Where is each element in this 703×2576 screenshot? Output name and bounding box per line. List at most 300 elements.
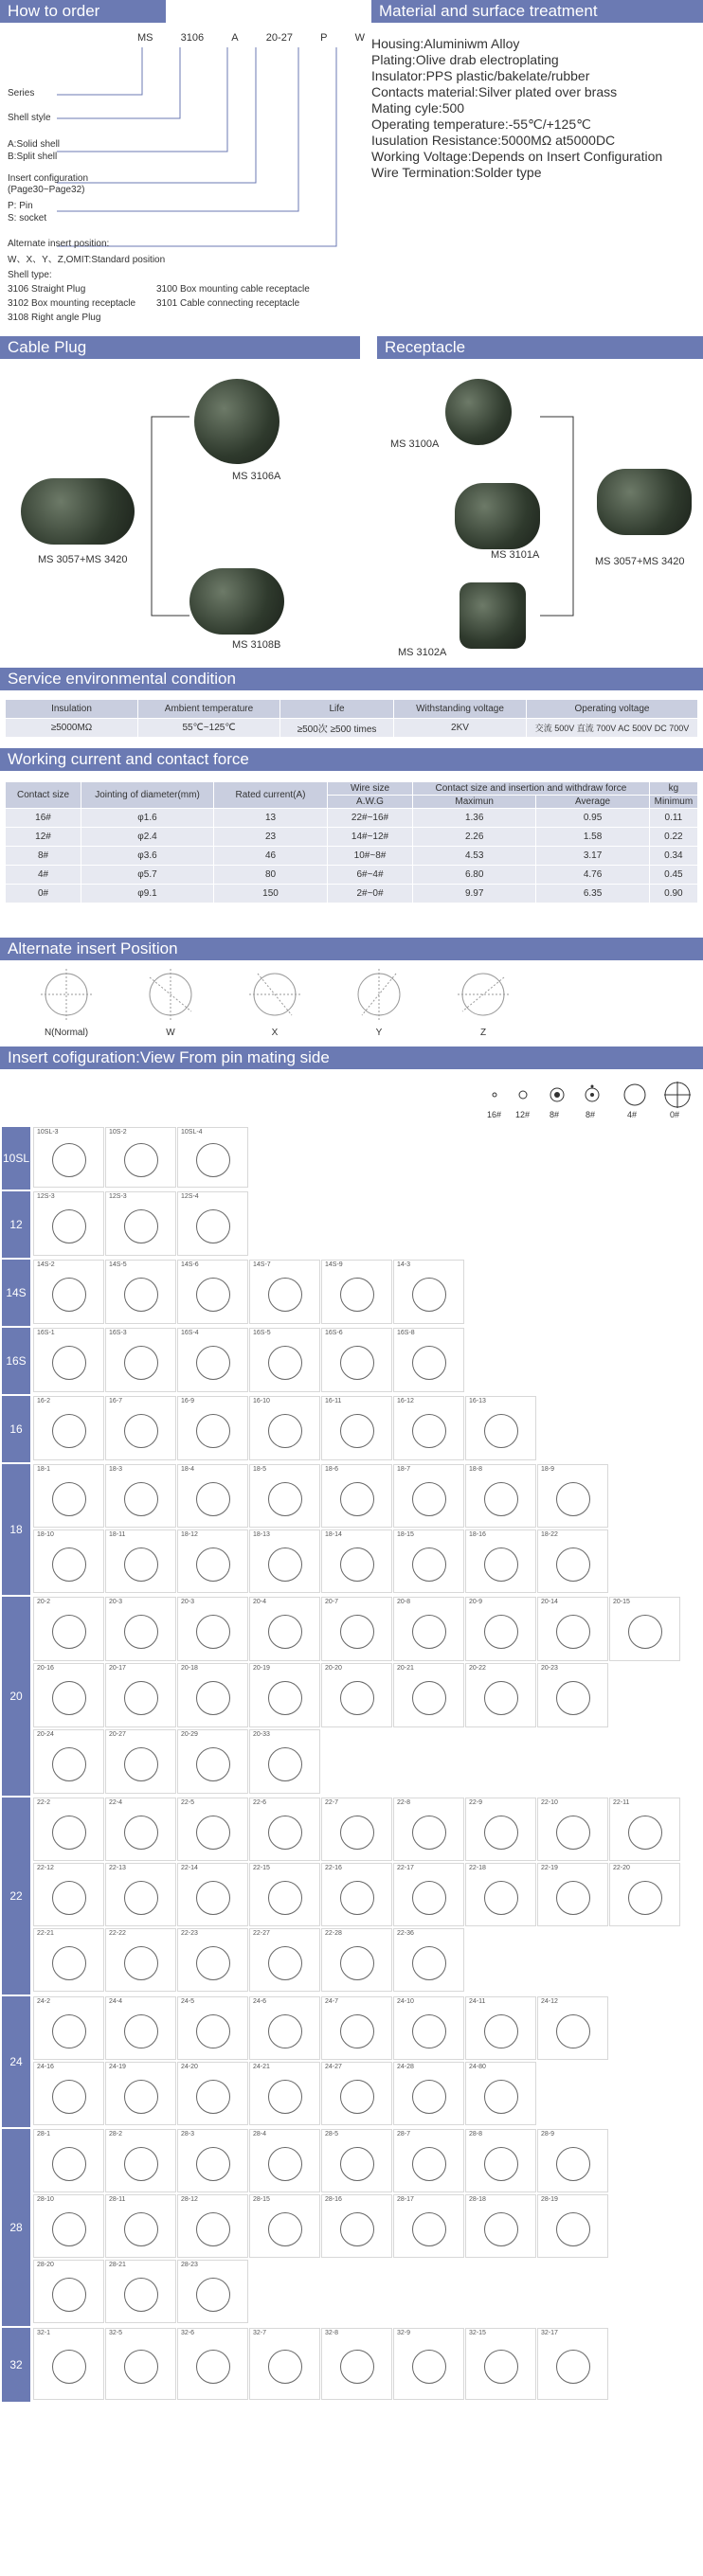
insert-cell — [321, 1863, 392, 1926]
insert-face-icon — [124, 1946, 158, 1980]
insert-code: 22-19 — [541, 1865, 558, 1871]
insert-code: 16-9 — [181, 1398, 195, 1404]
insert-cell — [249, 1996, 320, 2060]
alt-x-label: X — [271, 1028, 279, 1038]
insert-code: 28-3 — [181, 2131, 195, 2138]
insert-cell — [33, 1663, 104, 1727]
insert-cell — [33, 2328, 104, 2400]
order-shell-a: A:Solid shell — [8, 139, 61, 150]
insert-code: 32-7 — [253, 2330, 267, 2336]
current-cell: 46 — [214, 847, 328, 866]
insert-face-icon — [196, 1209, 230, 1243]
insert-face-icon — [340, 2014, 374, 2048]
rec-3102a-image — [460, 582, 526, 649]
insert-face-icon — [196, 1681, 230, 1715]
insert-cell — [465, 2194, 536, 2258]
insert-cell — [249, 1597, 320, 1661]
current-cell: 0.95 — [536, 809, 649, 828]
insert-code: 24-27 — [325, 2064, 342, 2070]
insert-cell — [321, 2062, 392, 2125]
insert-code: 16S-3 — [109, 1330, 127, 1336]
service-bar: Service environmental condition — [0, 668, 703, 690]
current-row — [6, 828, 698, 847]
insert-code: 14S-2 — [37, 1261, 55, 1268]
insert-group-label: 28 — [2, 2129, 30, 2326]
alternate-bar: Alternate insert Position — [0, 938, 703, 960]
insert-cell — [33, 1328, 104, 1392]
insert-code: 20-17 — [109, 1665, 126, 1672]
rec-3100a-label: MS 3100A — [390, 438, 440, 450]
model-part-p: P — [320, 32, 328, 44]
insert-cell — [465, 1798, 536, 1861]
insert-cell — [393, 1464, 464, 1528]
insert-code: 18-6 — [325, 1466, 339, 1473]
insert-cell — [177, 1863, 248, 1926]
insert-face-icon — [412, 1615, 446, 1649]
insert-cell — [249, 1928, 320, 1992]
current-cell: φ5.7 — [81, 866, 214, 885]
insert-face-icon — [124, 1143, 158, 1177]
order-st-3102: 3102 Box mounting receptacle — [8, 298, 136, 309]
insert-face-icon — [196, 2212, 230, 2246]
insert-cell — [321, 1464, 392, 1528]
insert-cell — [321, 1597, 392, 1661]
insert-cell — [105, 2260, 176, 2323]
insert-code: 16S-8 — [397, 1330, 415, 1336]
current-row — [6, 885, 698, 903]
order-socket: S: socket — [8, 213, 47, 224]
insert-cell — [33, 1260, 104, 1324]
insert-cell — [249, 1663, 320, 1727]
cable-plug-bar: Cable Plug — [0, 336, 360, 359]
insert-face-icon — [484, 2014, 518, 2048]
order-pin: P: Pin — [8, 201, 33, 211]
insert-face-icon — [556, 1482, 590, 1516]
insert-cell — [177, 1729, 248, 1794]
insert-cell — [33, 2194, 104, 2258]
order-st-3101: 3101 Cable connecting receptacle — [156, 298, 300, 309]
plug-3108b-label: MS 3108B — [232, 639, 281, 651]
order-series: Series — [8, 88, 35, 98]
service-table — [5, 699, 698, 738]
insert-cell — [321, 1260, 392, 1324]
insert-cell — [249, 1729, 320, 1794]
insert-face-icon — [268, 2147, 302, 2181]
insert-code: 18-11 — [109, 1531, 126, 1538]
current-header: Wire size — [328, 782, 413, 796]
order-st-3108: 3108 Right angle Plug — [8, 313, 101, 323]
plug-3057-label: MS 3057+MS 3420 — [38, 554, 128, 565]
insert-cell — [249, 1396, 320, 1460]
insert-face-icon — [124, 1747, 158, 1781]
insert-code: 18-12 — [181, 1531, 198, 1538]
insert-cell — [105, 1597, 176, 1661]
insert-face-icon — [52, 1615, 86, 1649]
insert-cell — [609, 1597, 680, 1661]
insert-cell — [321, 2194, 392, 2258]
insert-face-icon — [196, 2147, 230, 2181]
insert-code: 14S-6 — [181, 1261, 199, 1268]
service-header: Life — [280, 700, 394, 719]
insert-code: 18-3 — [109, 1466, 123, 1473]
insert-face-icon — [340, 1414, 374, 1448]
alt-z-label: Z — [479, 1028, 487, 1038]
insert-code: 24-5 — [181, 1998, 195, 2005]
insert-code: 20-29 — [181, 1731, 198, 1738]
plug-3106a-image — [194, 379, 279, 464]
insert-cell — [321, 2328, 392, 2400]
insert-code: 22-5 — [181, 1799, 195, 1806]
insert-code: 16-10 — [253, 1398, 270, 1404]
insert-face-icon — [124, 1547, 158, 1582]
insert-face-icon — [484, 2147, 518, 2181]
current-cell: 6.35 — [536, 885, 649, 903]
insert-face-icon — [124, 2080, 158, 2114]
current-cell: 1.36 — [413, 809, 536, 828]
insert-face-icon — [412, 1482, 446, 1516]
service-value: ≥500次 ≥500 times — [280, 719, 394, 738]
insert-cell — [177, 1798, 248, 1861]
current-cell: 12# — [6, 828, 81, 847]
insert-face-icon — [412, 2212, 446, 2246]
insert-group-label: 18 — [2, 1464, 30, 1595]
insert-code: 28-5 — [325, 2131, 339, 2138]
order-insert-cfg: Insert configuration — [8, 173, 89, 184]
insert-code: 22-12 — [37, 1865, 54, 1871]
insert-cell — [33, 1127, 104, 1188]
insert-code: 12S-3 — [37, 1193, 55, 1200]
insert-face-icon — [124, 1414, 158, 1448]
insert-cell — [33, 1798, 104, 1861]
insert-cell — [393, 1928, 464, 1992]
rec-3057-image — [597, 469, 692, 535]
legend-12: 12# — [515, 1110, 531, 1119]
insert-cell — [177, 2328, 248, 2400]
alt-n-label: N(Normal) — [44, 1028, 89, 1038]
insert-code: 28-18 — [469, 2196, 486, 2203]
insert-cell — [177, 1396, 248, 1460]
insert-code: 18-5 — [253, 1466, 267, 1473]
current-cell: 0.34 — [649, 847, 697, 866]
insert-face-icon — [196, 2080, 230, 2114]
current-cell: 6#~4# — [328, 866, 413, 885]
insert-cell — [177, 1996, 248, 2060]
insert-cell — [177, 1530, 248, 1593]
insert-face-icon — [268, 2350, 302, 2384]
current-cell: 0.22 — [649, 828, 697, 847]
insert-cell — [105, 2328, 176, 2400]
current-cell: 10#~8# — [328, 847, 413, 866]
material-bar: Material and surface treatment — [371, 0, 703, 23]
insert-code: 18-1 — [37, 1466, 51, 1473]
insert-cell — [393, 2194, 464, 2258]
insert-face-icon — [340, 2147, 374, 2181]
insert-cell — [33, 1928, 104, 1992]
insert-face-icon — [340, 1346, 374, 1380]
insert-cell — [465, 2062, 536, 2125]
insert-face-icon — [340, 1278, 374, 1312]
insert-face-icon — [268, 2014, 302, 2048]
insert-code: 22-36 — [397, 1930, 414, 1937]
current-cell: φ9.1 — [81, 885, 214, 903]
insert-cell — [393, 2328, 464, 2400]
insert-code: 24-20 — [181, 2064, 198, 2070]
insert-face-icon — [340, 2350, 374, 2384]
insert-cell — [33, 1996, 104, 2060]
insert-face-icon — [484, 1816, 518, 1850]
insert-face-icon — [196, 1946, 230, 1980]
insert-code: 22-2 — [37, 1799, 51, 1806]
insert-cell — [249, 2328, 320, 2400]
insert-cell — [249, 1863, 320, 1926]
insert-face-icon — [412, 1278, 446, 1312]
insert-cell — [249, 1798, 320, 1861]
insert-legend — [483, 1082, 701, 1124]
insert-code: 22-18 — [469, 1865, 486, 1871]
material-line: Insulator:PPS plastic/bakelate/rubber — [371, 68, 590, 83]
insert-code: 16-12 — [397, 1398, 414, 1404]
insert-code: 28-10 — [37, 2196, 54, 2203]
insert-group-label: 16 — [2, 1396, 30, 1462]
insert-code: 22-27 — [253, 1930, 270, 1937]
insert-group-label: 24 — [2, 1996, 30, 2127]
insert-code: 20-23 — [541, 1665, 558, 1672]
insert-code: 12S-4 — [181, 1193, 199, 1200]
current-header: kg — [649, 782, 697, 796]
insert-face-icon — [196, 1747, 230, 1781]
current-subheader: Average — [536, 796, 649, 809]
insert-face-icon — [412, 1346, 446, 1380]
insert-code: 20-15 — [613, 1599, 630, 1605]
insert-cell — [33, 1729, 104, 1794]
insert-face-icon — [556, 2212, 590, 2246]
insert-code: 22-17 — [397, 1865, 414, 1871]
insert-code: 24-21 — [253, 2064, 270, 2070]
insert-code: 10SL-4 — [181, 1129, 203, 1136]
insert-cell — [33, 1191, 104, 1256]
current-cell: 9.97 — [413, 885, 536, 903]
insert-face-icon — [556, 1681, 590, 1715]
insert-face-icon — [52, 2278, 86, 2312]
insert-cell — [393, 1396, 464, 1460]
how-to-order-bar: How to order — [0, 0, 166, 23]
insert-cell — [33, 1597, 104, 1661]
receptacle-bar: Receptacle — [377, 336, 703, 359]
insert-cell — [393, 1328, 464, 1392]
legend-8a: 8# — [550, 1110, 560, 1119]
material-list — [371, 36, 703, 181]
insert-cell — [609, 1863, 680, 1926]
current-cell: φ2.4 — [81, 828, 214, 847]
insert-group-label: 10SL — [2, 1127, 30, 1190]
insert-code: 14S-7 — [253, 1261, 271, 1268]
insert-face-icon — [268, 1816, 302, 1850]
rec-3102a-label: MS 3102A — [398, 647, 447, 658]
current-cell: 0.45 — [649, 866, 697, 885]
insert-code: 18-16 — [469, 1531, 486, 1538]
insert-face-icon — [484, 1547, 518, 1582]
insert-cell — [249, 1464, 320, 1528]
alternate-diagrams — [28, 966, 521, 1051]
order-shell-type: Shell type: — [8, 270, 52, 280]
insert-code: 16S-1 — [37, 1330, 55, 1336]
insert-face-icon — [340, 1615, 374, 1649]
insert-cell — [465, 1863, 536, 1926]
insert-cell — [393, 1996, 464, 2060]
insert-code: 18-7 — [397, 1466, 411, 1473]
insert-code: 20-27 — [109, 1731, 126, 1738]
insert-face-icon — [628, 1615, 662, 1649]
insert-face-icon — [52, 1747, 86, 1781]
current-cell: 22#~16# — [328, 809, 413, 828]
insert-code: 10SL-3 — [37, 1129, 59, 1136]
insert-code: 28-2 — [109, 2131, 123, 2138]
insert-face-icon — [556, 2147, 590, 2181]
insert-face-icon — [340, 1881, 374, 1915]
current-cell: φ3.6 — [81, 847, 214, 866]
insert-face-icon — [124, 1346, 158, 1380]
current-cell: 23 — [214, 828, 328, 847]
service-header: Operating voltage — [527, 700, 698, 719]
insert-cell — [465, 1597, 536, 1661]
insert-code: 20-22 — [469, 1665, 486, 1672]
insert-face-icon — [124, 1816, 158, 1850]
insert-face-icon — [340, 2080, 374, 2114]
insert-face-icon — [52, 1881, 86, 1915]
insert-face-icon — [340, 1547, 374, 1582]
insert-cell — [537, 2129, 608, 2192]
plug-3057-image — [21, 478, 135, 545]
insert-grid — [0, 1127, 703, 2571]
current-header: Contact size and insertion and withdraw force — [413, 782, 650, 796]
current-cell: 13 — [214, 809, 328, 828]
insert-code: 12S-3 — [109, 1193, 127, 1200]
order-shell-b: B:Split shell — [8, 152, 58, 162]
insert-code: 28-12 — [181, 2196, 198, 2203]
insert-face-icon — [412, 1816, 446, 1850]
insert-code: 28-8 — [469, 2131, 483, 2138]
insert-face-icon — [196, 2278, 230, 2312]
insert-face-icon — [52, 2080, 86, 2114]
current-header: Contact size — [6, 782, 81, 809]
legend-0: 0# — [670, 1110, 680, 1119]
insert-code: 22-16 — [325, 1865, 342, 1871]
insert-face-icon — [124, 2014, 158, 2048]
insert-code: 24-6 — [253, 1998, 267, 2005]
insert-code: 22-22 — [109, 1930, 126, 1937]
insert-face-icon — [268, 1482, 302, 1516]
insert-face-icon — [484, 2212, 518, 2246]
insert-code: 24-16 — [37, 2064, 54, 2070]
insert-cell — [537, 1996, 608, 2060]
insert-face-icon — [484, 1881, 518, 1915]
material-line: Housing:Aluminiwm Alloy — [371, 36, 520, 51]
model-part-20-27: 20-27 — [265, 32, 293, 44]
insert-face-icon — [124, 2147, 158, 2181]
insert-cell — [249, 2062, 320, 2125]
insert-code: 28-15 — [253, 2196, 270, 2203]
insert-face-icon — [52, 2147, 86, 2181]
service-value: 交流 500V 直流 700V AC 500V DC 700V — [527, 719, 698, 738]
insert-cell — [105, 1191, 176, 1256]
insert-code: 32-6 — [181, 2330, 195, 2336]
insert-code: 10S-2 — [109, 1129, 127, 1136]
insert-code: 20-14 — [541, 1599, 558, 1605]
insert-face-icon — [124, 1482, 158, 1516]
current-cell: 2.26 — [413, 828, 536, 847]
insert-face-icon — [268, 1414, 302, 1448]
alt-w-icon — [142, 966, 199, 1023]
insert-cell — [105, 1127, 176, 1188]
insert-face-icon — [268, 1346, 302, 1380]
insert-cell — [105, 2194, 176, 2258]
plug-3106a-label: MS 3106A — [232, 471, 281, 482]
insert-code: 28-17 — [397, 2196, 414, 2203]
material-line: Operating temperature:-55℃/+125℃ — [371, 116, 591, 132]
insert-cell — [105, 1663, 176, 1727]
material-line: Working Voltage:Depends on Insert Configuration — [371, 149, 663, 164]
insert-code: 32-5 — [109, 2330, 123, 2336]
insert-face-icon — [556, 2014, 590, 2048]
insert-cell — [537, 2194, 608, 2258]
insert-cell — [537, 1863, 608, 1926]
insert-code: 20-3 — [181, 1599, 195, 1605]
insert-code: 20-4 — [253, 1599, 267, 1605]
current-cell: 16# — [6, 809, 81, 828]
insert-group-label: 16S — [2, 1328, 30, 1394]
order-insert-pages: (Page30~Page32) — [8, 185, 85, 195]
insert-face-icon — [412, 1946, 446, 1980]
insert-face-icon — [124, 1209, 158, 1243]
insert-code: 28-20 — [37, 2262, 54, 2268]
insert-face-icon — [52, 1143, 86, 1177]
insert-code: 18-8 — [469, 1466, 483, 1473]
insert-face-icon — [340, 1482, 374, 1516]
current-cell: 6.80 — [413, 866, 536, 885]
current-header: Jointing of diameter(mm) — [81, 782, 214, 809]
alt-z-icon — [455, 966, 512, 1023]
insert-face-icon — [268, 1881, 302, 1915]
insert-face-icon — [412, 2350, 446, 2384]
legend-16: 16# — [487, 1110, 502, 1119]
insert-cell — [105, 1396, 176, 1460]
insert-cell — [393, 1597, 464, 1661]
insert-code: 28-16 — [325, 2196, 342, 2203]
insert-group-label: 32 — [2, 2328, 30, 2402]
alt-y-label: Y — [375, 1028, 383, 1038]
material-line: Plating:Olive drab electroplating — [371, 52, 559, 67]
insert-cell — [177, 1260, 248, 1324]
current-header: Rated current(A) — [214, 782, 328, 809]
insert-code: 20-21 — [397, 1665, 414, 1672]
current-row — [6, 809, 698, 828]
insert-cell — [537, 1464, 608, 1528]
insert-group-label: 12 — [2, 1191, 30, 1258]
insert-cell — [177, 1127, 248, 1188]
insert-code: 22-4 — [109, 1799, 123, 1806]
insert-cell — [537, 2328, 608, 2400]
insert-group-label: 22 — [2, 1798, 30, 1995]
insert-code: 14S-9 — [325, 1261, 343, 1268]
insert-code: 22-14 — [181, 1865, 198, 1871]
insert-face-icon — [196, 1482, 230, 1516]
insert-face-icon — [556, 2350, 590, 2384]
insert-code: 20-16 — [37, 1665, 54, 1672]
insert-code: 32-1 — [37, 2330, 51, 2336]
material-line: Contacts material:Silver plated over brass — [371, 84, 618, 99]
insert-cell — [537, 1530, 608, 1593]
insert-cell — [177, 2062, 248, 2125]
